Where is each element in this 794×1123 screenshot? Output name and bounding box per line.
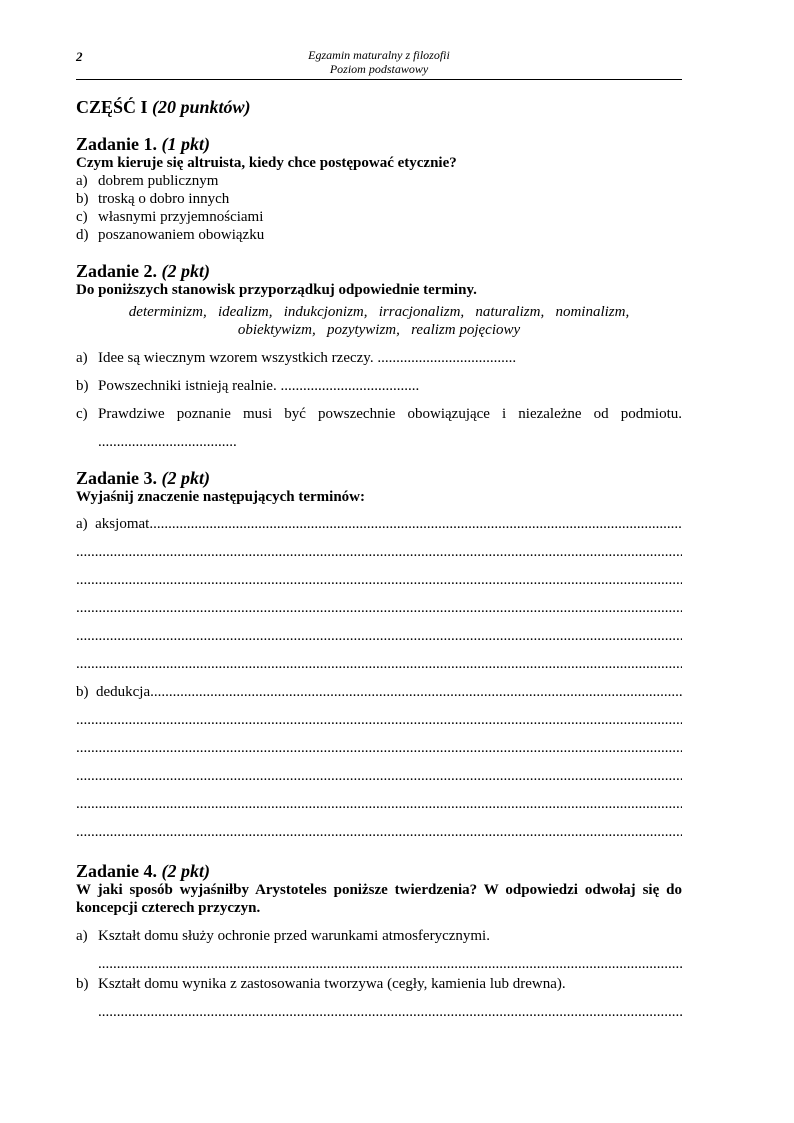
answer-line[interactable] [76,823,682,841]
option-text: własnymi przyjemnościami [98,209,264,225]
item-text: Kształt domu służy ochronie przed warunkami atmosferycznymi. [98,928,490,944]
item-letter: b) [76,976,89,992]
answer-line[interactable] [76,599,682,617]
option-letter: b) [76,191,89,207]
term-b-label: b) dedukcja [76,684,151,700]
task-4-item-a [76,927,682,945]
task-1-option-b[interactable] [76,190,682,208]
exam-page [76,0,682,1021]
task-2-item-c [76,405,682,423]
terms-line-1: determinizm, idealizm, indukcjonizm, irracjonalizm, naturalizm, nominalizm, [128,304,630,320]
item-letter: c) [76,406,88,422]
answer-line[interactable] [76,655,682,673]
page-header [76,0,682,80]
item-text: Kształt domu wynika z zastosowania tworzywa (cegły, kamienia lub drewna). [98,976,566,992]
item-text: Prawdziwe poznanie musi być powszechnie obowiązujące i niezależne od podmiotu. [98,406,682,422]
task-1 [76,134,682,244]
part-points: (20 punktów) [152,97,251,117]
task-2-title [76,261,682,281]
task-3-label: Zadanie 3. [76,468,158,488]
task-2 [76,261,682,451]
task-2-terms [76,303,682,339]
answer-dots [149,515,682,533]
page-number: 2 [76,49,83,64]
item-text: Idee są wiecznym wzorem wszystkich rzeczy. ..................................... [98,350,517,366]
task-2-item-c-answer[interactable]: ..................................... [98,434,237,450]
answer-line[interactable] [76,627,682,645]
option-letter: a) [76,173,88,189]
task-1-question: Czym kieruje się altruista, kiedy chce postępować etycznie? [76,155,457,171]
term-a-label: a) aksjomat [76,516,150,532]
answer-line[interactable] [76,767,682,785]
item-letter: a) [76,350,88,366]
task-1-option-d[interactable] [76,226,682,244]
answer-line[interactable] [76,543,682,561]
option-letter: c) [76,209,88,225]
option-text: poszanowaniem obowiązku [98,227,265,243]
answer-line[interactable] [76,571,682,589]
part-heading [76,95,682,119]
option-text: troską o dobro innych [98,191,230,207]
task-3-title [76,468,682,488]
task-1-title [76,134,682,154]
task-4-points: (2 pkt) [161,861,211,881]
task-4-item-b [76,975,682,993]
task-2-question: Do poniższych stanowisk przyporządkuj odpowiednie terminy. [76,282,477,298]
answer-dots [150,683,682,701]
task-3-term-b-line[interactable] [76,683,682,701]
header-subtitle: Poziom podstawowy [329,62,429,76]
answer-field[interactable]: ..................................... [280,378,420,394]
task-3-question: Wyjaśnij znaczenie następujących terminów: [76,489,365,505]
task-4-title [76,861,682,881]
task-2-label: Zadanie 2. [76,261,158,281]
task-3-term-a-line[interactable] [76,515,682,533]
task-3-points: (2 pkt) [161,468,211,488]
task-2-item-a [76,349,682,367]
option-letter: d) [76,227,89,243]
header-title: Egzamin maturalny z filozofii [308,48,450,62]
terms-line-2: obiektywizm, pozytywizm, realizm pojęciowy [237,322,521,338]
answer-line[interactable] [76,711,682,729]
task-4 [76,861,682,1021]
task-2-item-b [76,377,682,395]
task-4-question: W jaki sposób wyjaśniłby Arystoteles poniższe twierdzenia? W odpowiedzi odwołaj się do koncepcji czterech przyczyn. [76,882,682,916]
part-name: CZĘŚĆ I [76,97,148,117]
task-1-option-c[interactable] [76,208,682,226]
task-3 [76,468,682,841]
answer-line[interactable] [76,739,682,757]
task-4-label: Zadanie 4. [76,861,158,881]
task-1-option-a[interactable] [76,172,682,190]
answer-line[interactable] [76,955,682,973]
answer-line[interactable] [76,1003,682,1021]
task-2-points: (2 pkt) [161,261,211,281]
item-letter: a) [76,928,88,944]
item-letter: b) [76,378,89,394]
option-text: dobrem publicznym [98,173,219,189]
task-1-points: (1 pkt) [161,134,211,154]
item-text: Powszechniki istnieją realnie. ..................................... [98,378,420,394]
task-1-label: Zadanie 1. [76,134,158,154]
answer-line[interactable] [76,795,682,813]
answer-field[interactable]: ..................................... [377,350,517,366]
